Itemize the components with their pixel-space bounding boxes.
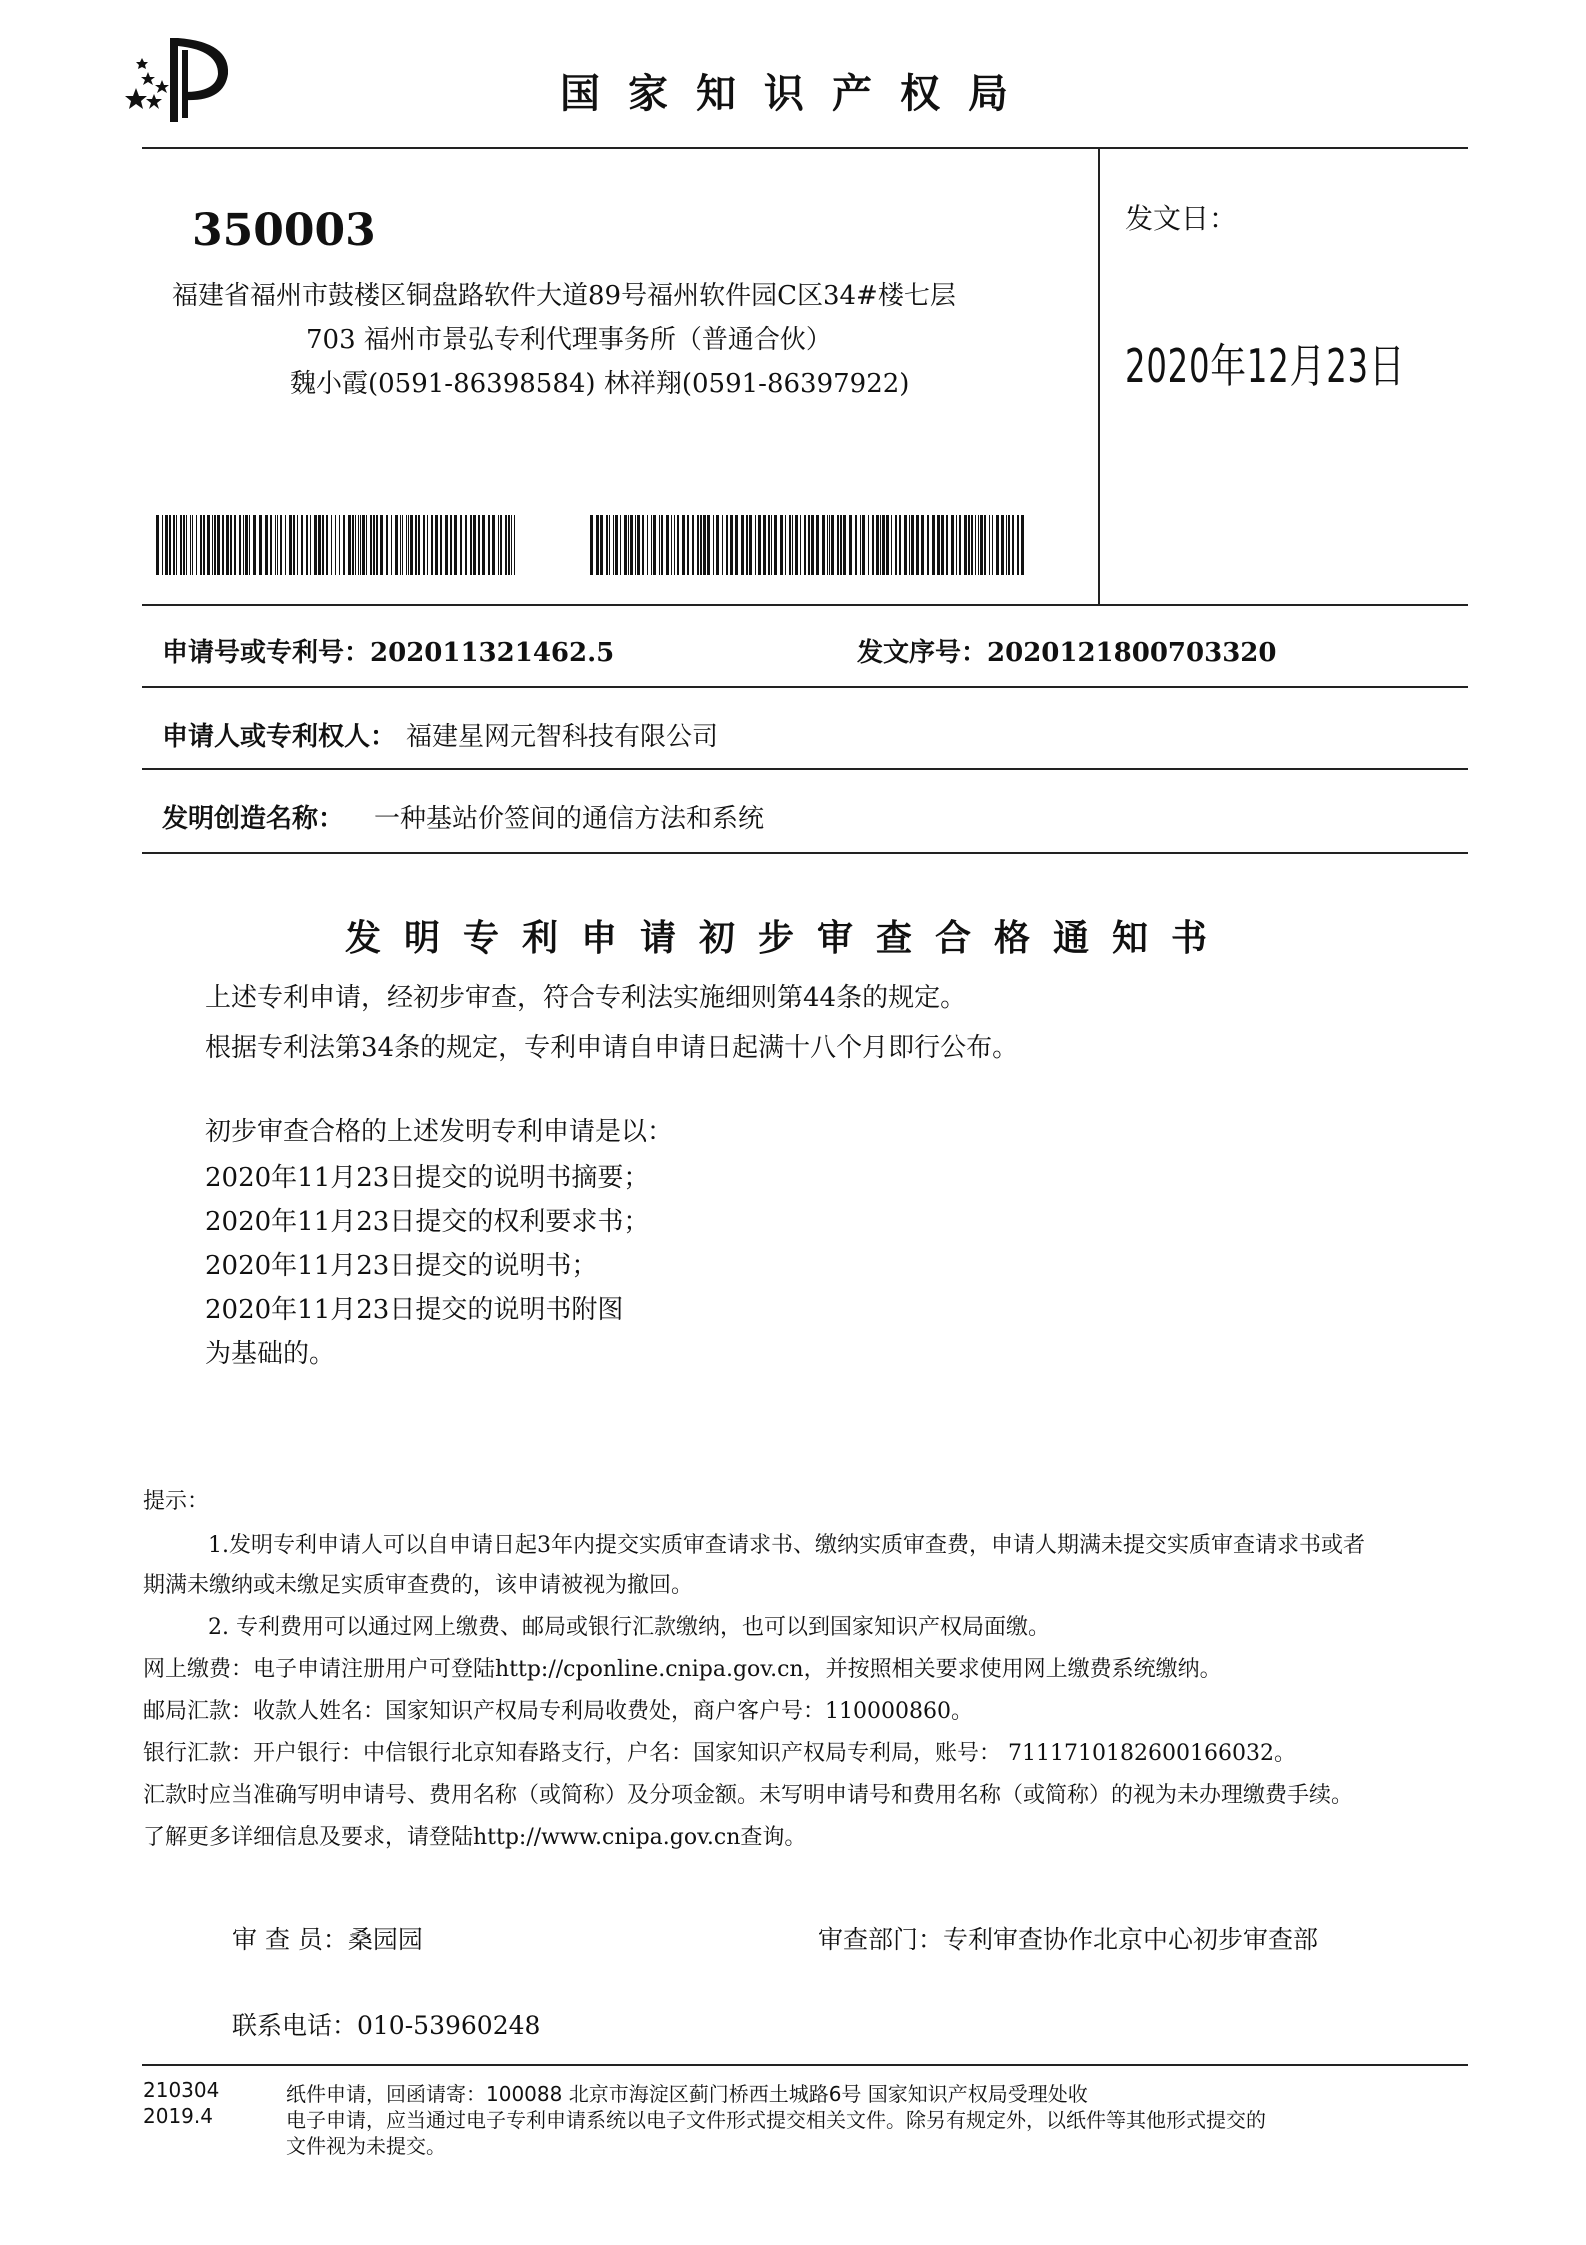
applicant-label: 申请人或专利权人： [162, 722, 397, 752]
notice-paragraph-2: 根据专利法第34条的规定，专利申请自申请日起满十八个月即行公布。 [205, 1033, 1019, 1063]
tip-item-1-line-2: 期满未缴纳或未缴足实质审查费的，该申请被视为撤回。 [143, 1573, 694, 1598]
basis-item: 2020年11月23日提交的说明书附图 [205, 1295, 624, 1325]
electronic-submission-note-line-1: 电子申请，应当通过电子专利申请系统以电子文件形式提交相关文件。除另有规定外，以纸件等其他形式提交的 [286, 2108, 1266, 2132]
address-line-2: 703 福州市景弘专利代理事务所（普通合伙） [306, 325, 832, 355]
barcode [156, 515, 518, 575]
electronic-submission-note-line-2: 文件视为未提交。 [286, 2134, 446, 2158]
tip-post-remittance: 邮局汇款：收款人姓名：国家知识产权局专利局收费处，商户客户号：110000860。 [143, 1699, 973, 1724]
invention-title-row [162, 798, 764, 835]
application-number-label: 申请号或专利号： [162, 638, 371, 668]
row-divider [142, 852, 1468, 854]
examination-department: 审查部门：专利审查协作北京中心初步审查部 [818, 1925, 1319, 1954]
row-divider [142, 604, 1468, 606]
tip-online-payment: 网上缴费：电子申请注册用户可登陆http://cponline.cnipa.gov.cn，并按照相关要求使用网上缴费系统缴纳。 [143, 1657, 1222, 1682]
applicant-value: 福建星网元智科技有限公司 [406, 722, 719, 752]
organization-title: 国家知识产权局 [560, 71, 1036, 117]
document-serial-row [857, 632, 1276, 669]
basis-end: 为基础的。 [205, 1339, 336, 1369]
form-version: 2019.4 [143, 2104, 213, 2128]
address-line-3: 魏小霞(0591-86398584) 林祥翔(0591-86397922) [290, 369, 910, 399]
address-date-divider [1098, 148, 1100, 604]
basis-item: 2020年11月23日提交的说明书； [205, 1251, 598, 1281]
application-number-row [162, 632, 614, 669]
row-divider [142, 768, 1468, 770]
address-line-1: 福建省福州市鼓楼区铜盘路软件大道89号福州软件园C区34#楼七层 [172, 281, 956, 311]
postcode: 350003 [192, 205, 376, 256]
form-code: 210304 [143, 2078, 220, 2102]
tip-remittance-note: 汇款时应当准确写明申请号、费用名称（或简称）及分项金额。未写明申请号和费用名称（或简称）的视为未办理缴费手续。 [143, 1783, 1354, 1808]
paper-submission-note: 纸件申请，回函请寄：100088 北京市海淀区蓟门桥西土城路6号 国家知识产权局受理处收 [286, 2082, 1088, 2106]
cnipa-logo-icon [118, 28, 238, 128]
notice-paragraph-1: 上述专利申请，经初步审查，符合专利法实施细则第44条的规定。 [205, 983, 967, 1013]
basis-item: 2020年11月23日提交的说明书摘要； [205, 1163, 650, 1193]
invention-title-label: 发明创造名称： [162, 804, 345, 834]
notice-title: 发明专利申请初步审查合格通知书 [345, 918, 1231, 959]
tip-item-1-line-1: 1.发明专利申请人可以自申请日起3年内提交实质审查请求书、缴纳实质审查费，申请人期满未提交实质审查请求书或者 [208, 1533, 1365, 1558]
header-divider [142, 147, 1468, 149]
invention-title-value: 一种基站价签间的通信方法和系统 [374, 804, 765, 834]
application-number-value: 202011321462.5 [370, 638, 615, 668]
applicant-row [162, 716, 718, 753]
issue-date-label: 发文日： [1125, 202, 1238, 235]
footer-divider [142, 2064, 1468, 2066]
tips-heading: 提示： [143, 1489, 210, 1514]
examiner: 审 查 员：桑园园 [232, 1925, 423, 1954]
document-serial-value: 2020121800703320 [987, 638, 1277, 668]
row-divider [142, 686, 1468, 688]
barcode [590, 515, 1026, 575]
issue-date-value: 2020年12月23日 [1125, 339, 1406, 393]
basis-item: 2020年11月23日提交的权利要求书； [205, 1207, 650, 1237]
tip-item-2: 2. 专利费用可以通过网上缴费、邮局或银行汇款缴纳，也可以到国家知识产权局面缴。 [208, 1615, 1050, 1640]
tip-more-info: 了解更多详细信息及要求，请登陆http://www.cnipa.gov.cn查询。 [143, 1825, 807, 1850]
document-serial-label: 发文序号： [857, 638, 988, 668]
contact-phone: 联系电话：010-53960248 [232, 2011, 541, 2040]
basis-intro: 初步审查合格的上述发明专利申请是以： [205, 1117, 674, 1147]
tip-bank-remittance: 银行汇款：开户银行：中信银行北京知春路支行，户名：国家知识产权局专利局，账号： 7111710182600166032。 [143, 1741, 1296, 1766]
